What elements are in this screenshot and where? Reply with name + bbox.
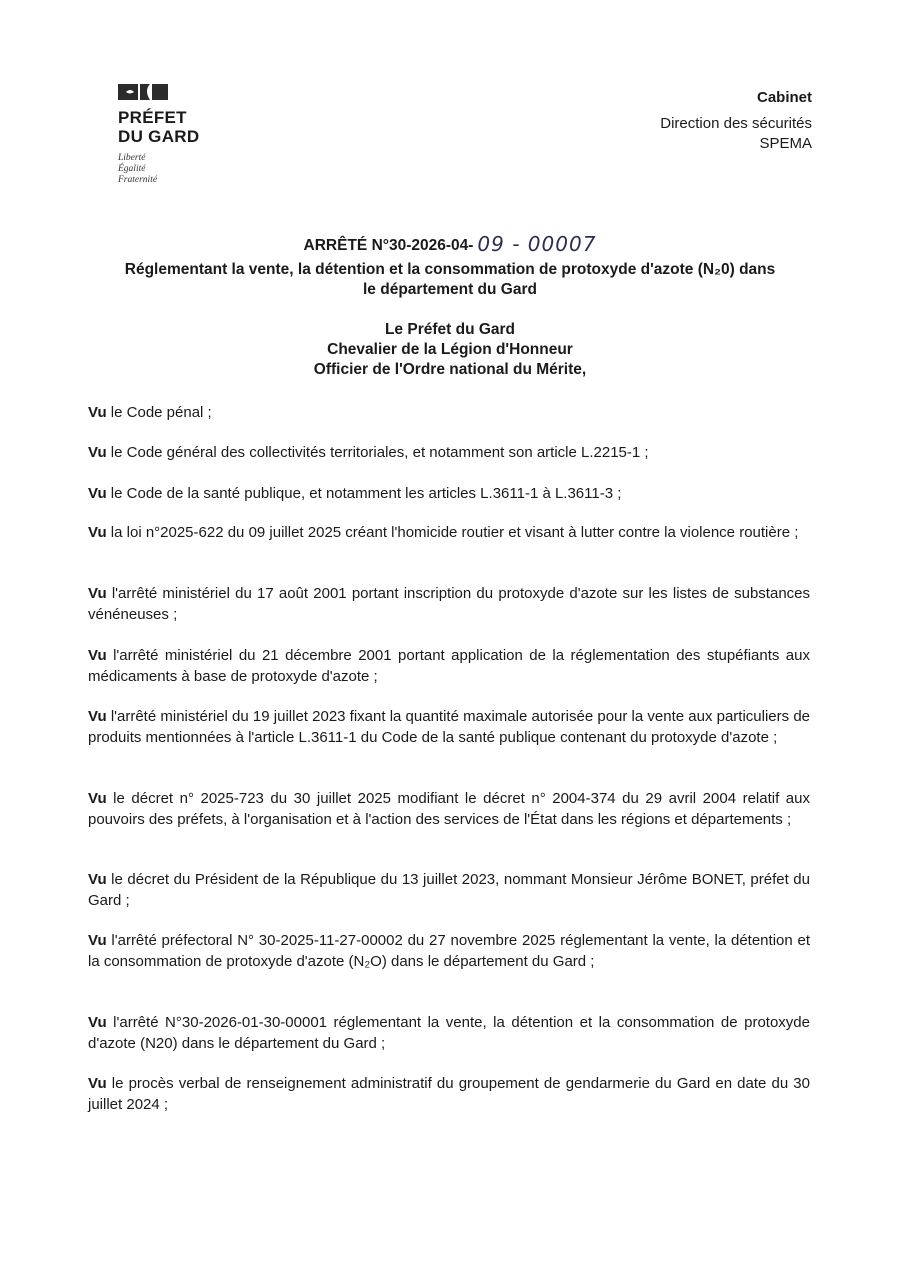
prefect-name: Le Préfet du Gard — [384, 321, 516, 338]
vu-keyword: Vu — [88, 932, 107, 949]
consideration-text: le Code général des collectivités territoriales, et notamment son article L.2215-1 ; — [110, 444, 649, 461]
vu-keyword: Vu — [88, 790, 107, 807]
consideration-item — [88, 706, 810, 748]
vu-keyword: Vu — [88, 444, 107, 461]
logo-line-2: DU GARD — [118, 127, 200, 146]
vu-keyword: Vu — [88, 1075, 107, 1092]
consideration-text: le décret n° 2025-723 du 30 juillet 2025 modifiant le décret n° 2004-374 du 29 avril 2004 relatif aux pouvoirs des préfets, à l'organisation et à l'action des services de l'État dans les régions et départements ; — [88, 790, 810, 828]
vu-keyword: Vu — [88, 585, 107, 602]
consideration-text: le procès verbal de renseignement administratif du groupement de gendarmerie du Gard en date du 30 juillet 2024 ; — [88, 1075, 810, 1113]
motto-liberte: Liberté — [118, 153, 146, 163]
consideration-text: l'arrêté ministériel du 19 juillet 2023 fixant la quantité maximale autorisée pour la vente aux particuliers de produits mentionnées à l'article L.3611-1 du Code de la santé publique contenant du protoxyde d'azote ; — [88, 708, 811, 746]
consideration-text: l'arrêté ministériel du 21 décembre 2001 portant application de la réglementation des stupéfiants aux médicaments à base de protoxyde d'azote ; — [88, 647, 810, 685]
consideration-text: le décret du Président de la République du 13 juillet 2023, nommant Monsieur Jérôme BONET, préfet du Gard ; — [88, 871, 810, 909]
vu-keyword: Vu — [88, 404, 107, 421]
consideration-item — [88, 930, 810, 972]
consideration-item — [88, 522, 810, 543]
arrete-number-handwritten: 09 - 00007 — [477, 232, 597, 256]
vu-keyword: Vu — [88, 1014, 107, 1031]
consideration-text: l'arrêté préfectoral N° 30-2025-11-27-00002 du 27 novembre 2025 réglementant la vente, la détention et la consommation de protoxyde d'azote (N₂O) dans le département du Gard ; — [88, 932, 810, 970]
arrete-number — [303, 232, 597, 256]
vu-keyword: Vu — [88, 524, 107, 541]
service-unit: SPEMA — [759, 135, 812, 152]
consideration-item — [88, 869, 810, 911]
consideration-item — [88, 788, 810, 830]
service-direction: Direction des sécurités — [660, 115, 812, 132]
prefecture-logo — [118, 82, 248, 186]
vu-keyword: Vu — [88, 647, 107, 664]
vu-keyword: Vu — [88, 871, 107, 888]
motto-fraternite: Fraternité — [118, 175, 158, 185]
consideration-item — [88, 645, 810, 687]
prefect-distinction-2: Officier de l'Ordre national du Mérite, — [313, 361, 587, 378]
consideration-item — [88, 583, 810, 625]
arrete-title — [80, 232, 820, 300]
consideration-item — [88, 402, 810, 423]
vu-keyword: Vu — [88, 485, 107, 502]
vu-keyword: Vu — [88, 708, 107, 725]
consideration-text: l'arrêté ministériel du 17 août 2001 portant inscription du protoxyde d'azote sur les listes de substances vénéneuses ; — [88, 585, 811, 623]
prefect-heading — [80, 320, 820, 380]
consideration-item — [88, 1012, 810, 1054]
consideration-text: le Code de la santé publique, et notamment les articles L.3611-1 à L.3611-3 ; — [110, 485, 622, 502]
consideration-text: le Code pénal ; — [110, 404, 212, 421]
consideration-item — [88, 1073, 810, 1115]
arrete-subject-line-2: le département du Gard — [363, 281, 537, 298]
marianne-emblem-icon — [118, 82, 170, 102]
motto-egalite: Égalité — [118, 164, 146, 174]
consideration-item — [88, 483, 810, 504]
arrete-subject-line-1: Réglementant la vente, la détention et la consommation de protoxyde d'azote (N₂0) dans — [124, 261, 776, 278]
arrete-number-printed: ARRÊTÉ N°30-2026-04- — [303, 237, 474, 254]
logo-line-1: PRÉFET — [118, 108, 187, 127]
consideration-text: la loi n°2025-622 du 09 juillet 2025 créant l'homicide routier et visant à lutter contre la violence routière ; — [110, 524, 799, 541]
republic-motto — [118, 153, 248, 186]
service-title: Cabinet — [756, 89, 812, 106]
consideration-text: l'arrêté N°30-2026-01-30-00001 réglementant la vente, la détention et la consommation de protoxyde d'azote (N20) dans le département du Gard ; — [88, 1014, 810, 1052]
consideration-item — [88, 442, 810, 463]
prefect-distinction-1: Chevalier de la Légion d'Honneur — [327, 341, 573, 358]
service-block — [660, 88, 812, 154]
